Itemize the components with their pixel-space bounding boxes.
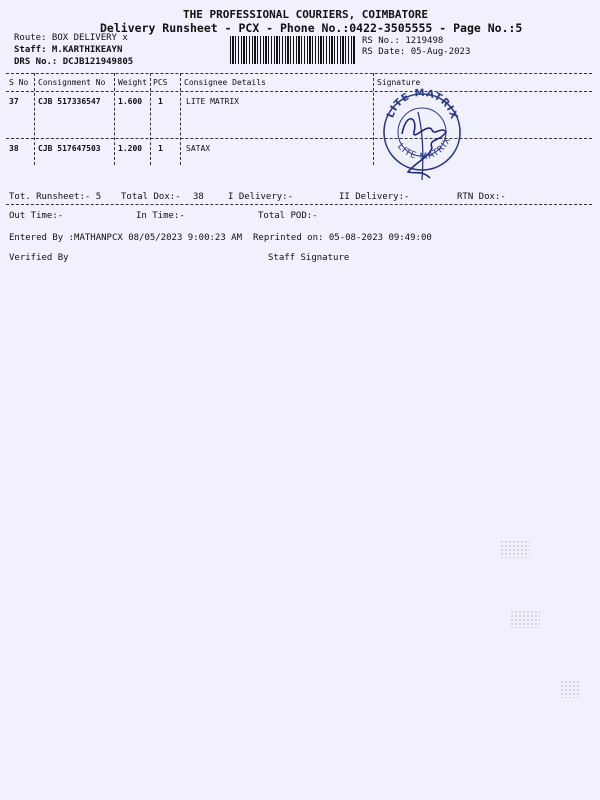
verified-by: Verified By <box>9 253 69 263</box>
barcode <box>230 36 355 64</box>
total-pod: Total POD:- <box>258 211 318 221</box>
route-label: Route: BOX DELIVERY x <box>14 33 128 43</box>
total-runsheet: Tot. Runsheet:- 5 <box>9 192 102 202</box>
out-time: Out Time:- <box>9 211 64 221</box>
col-pcs-header: PCS <box>153 78 168 87</box>
col-consignee-header: Consignee Details <box>184 78 266 87</box>
total-dox-label: Total Dox:- <box>121 192 181 202</box>
col-separator <box>180 73 181 165</box>
rtn-dox: RTN Dox:- <box>457 192 506 202</box>
i-delivery: I Delivery:- <box>228 192 294 202</box>
runsheet-subtitle: Delivery Runsheet - PCX - Phone No.:0422-3505555 - Page No.:5 <box>100 21 523 35</box>
drs-number: DRS No.: DCJB121949805 <box>14 57 134 67</box>
ii-delivery: II Delivery:- <box>339 192 410 202</box>
staff-label: Staff: M.KARTHIKEAYN <box>14 45 123 55</box>
table-header-rule <box>6 91 592 92</box>
scan-speckle <box>500 540 530 558</box>
col-sno-header: S No <box>9 78 29 87</box>
row-consignment-no: CJB 517336547 <box>38 97 101 106</box>
in-time: In Time:- <box>136 211 185 221</box>
staff-signature: Staff Signature <box>268 253 350 263</box>
col-signature-header: Signature <box>377 78 421 87</box>
col-consignment-header: Consignment No <box>38 78 106 87</box>
rs-date: RS Date: 05-Aug-2023 <box>362 47 471 57</box>
svg-text:LITE MATRIX <box>385 88 459 122</box>
stamp-text-bottom: LITE MATRIX <box>394 135 454 163</box>
row-pcs: 1 <box>158 144 163 153</box>
reprinted-on: Reprinted on: 05-08-2023 09:49:00 <box>253 233 432 243</box>
scan-speckle <box>510 610 540 628</box>
row-pcs: 1 <box>158 97 163 106</box>
rs-number: RS No.: 1219498 <box>362 36 444 46</box>
totals-rule <box>6 204 592 205</box>
row-weight: 1.600 <box>118 97 143 106</box>
row-weight: 1.200 <box>118 144 143 153</box>
total-dox-value: 38 <box>193 192 204 202</box>
table-top-rule <box>6 73 592 74</box>
row-sno: 37 <box>9 97 19 106</box>
col-weight-header: Weight <box>118 78 147 87</box>
row-sno: 38 <box>9 144 19 153</box>
col-separator <box>114 73 115 165</box>
row-consignment-no: CJB 517647503 <box>38 144 101 153</box>
entered-by: Entered By :MATHANPCX 08/05/2023 9:00:23 AM <box>9 233 242 243</box>
company-stamp <box>372 82 472 182</box>
stamp-text-top: LITE MATRIX <box>385 87 460 122</box>
row-consignee: SATAX <box>186 144 211 153</box>
col-separator <box>34 73 35 165</box>
col-separator <box>150 73 151 165</box>
row-consignee: LITE MATRIX <box>186 97 239 106</box>
scan-speckle <box>560 680 580 698</box>
company-title: THE PROFESSIONAL COURIERS, COIMBATORE <box>183 8 429 21</box>
row-rule <box>6 138 592 139</box>
